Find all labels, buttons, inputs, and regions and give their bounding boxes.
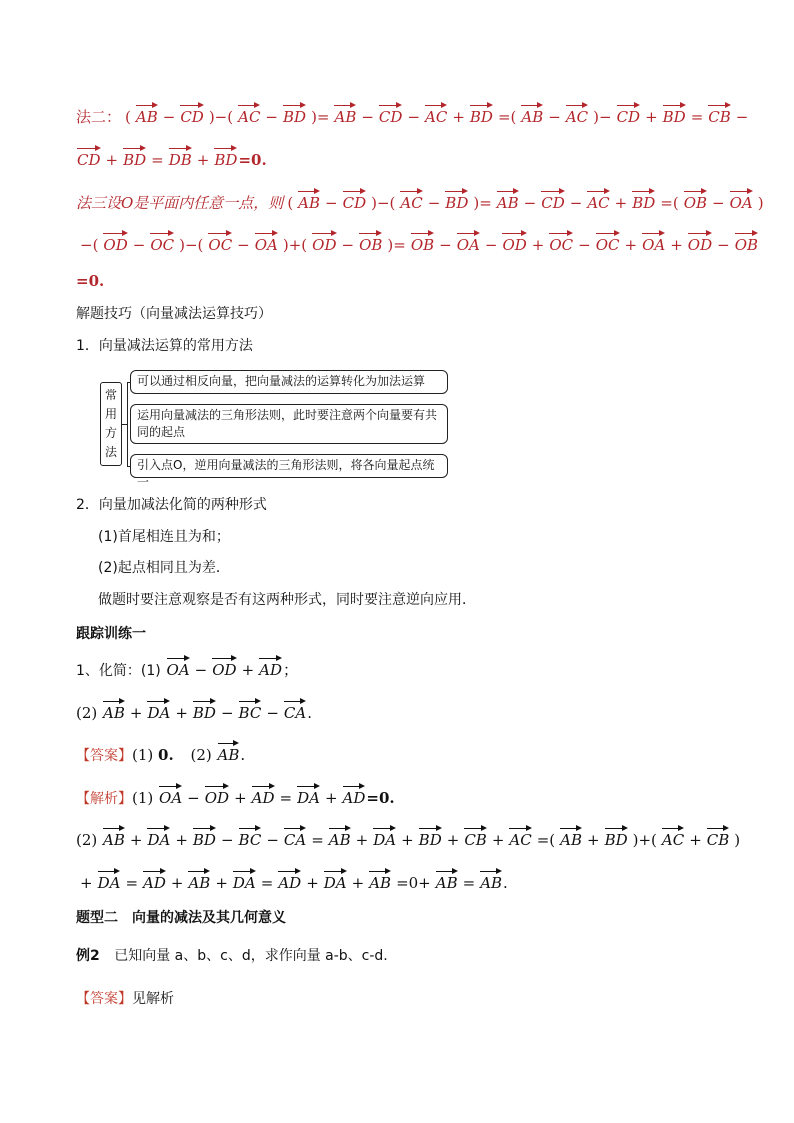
operator: + [351,874,365,892]
operator: − [569,194,583,212]
operator: − [265,108,278,126]
operator: )= [387,236,406,254]
method3-line3: =0. [76,272,105,290]
operator: = [462,874,476,892]
method2-expr1 [121,108,752,126]
analysis-line-1: 【解析】(1) OA − OD + AD = DA + AD=0. [76,785,734,809]
vector-term: CA [284,700,306,723]
vector-term: BC [239,700,262,723]
operator: + [80,874,93,892]
operator: − [407,108,421,126]
operator: − [266,831,279,849]
vector-term: CD [343,190,367,213]
vector-term: BD [632,190,655,213]
vector-term: DA [324,870,347,893]
vector-term: AD [343,785,366,808]
operator: + [491,831,505,849]
operator: − [162,108,176,126]
vector-term: BD [663,104,686,127]
operator: − [578,236,591,254]
operator: ) [734,831,741,849]
vector-term: OB [359,232,382,255]
vector-term: BD [419,827,442,850]
vector-term: AB [136,104,158,127]
vector-term: BD [193,827,216,850]
operator: =0+ [396,874,431,892]
operator: + [306,874,319,892]
method3-expr1 [283,194,767,212]
operator: + [129,831,143,849]
method2-line2 [76,147,734,170]
operator: + [401,831,414,849]
operator: − [187,789,200,807]
vector-term: DA [147,700,170,723]
vector-term: OC [150,232,174,255]
tips-title: 解题技巧（向量减法运算技巧） [76,306,272,322]
vector-term: DA [147,827,170,850]
vector-term: BC [239,827,262,850]
operator: + [624,236,638,254]
vector-term: AD [278,870,301,893]
vector-term: BD [283,104,306,127]
vector-term: OD [103,232,127,255]
method2-line1 [76,104,749,127]
vector-term: CD [617,104,641,127]
operator: =( [536,831,556,849]
diagram-box-3: 引入点O，逆用向量减法的三角形法则，将各向量起点统一 [130,454,448,478]
operator: − [220,831,234,849]
operator: − [427,194,441,212]
operator: + [446,831,460,849]
vector-term: CB [707,827,730,850]
method2-expr2 [76,151,238,169]
vector-term: AB [188,870,210,893]
vector-term: AD [143,870,166,893]
vector-term: BD [214,147,237,170]
vector-term: AB [497,190,519,213]
vector-term: AC [400,190,422,213]
operator: − [484,236,498,254]
vector-term: AB [480,870,502,893]
vector-term: BD [445,190,468,213]
vector-term: OA [159,785,182,808]
operator: )= [473,194,492,212]
vector-term: AB [521,104,543,127]
vector-term: OA [642,232,665,255]
vector-term: BD [605,827,628,850]
answer-label: 【答案】 [76,748,132,764]
vector-term: DB [169,147,192,170]
vector-term: CA [284,827,306,850]
operator: − [341,236,355,254]
vector-term: OD [212,657,236,680]
operator: − [132,236,146,254]
vector-term: OD [502,232,526,255]
vector-term: DA [98,870,121,893]
operator: )−( [208,108,234,126]
vector-term: CB [708,104,731,127]
operator: − [325,194,338,212]
operator: + [170,874,184,892]
vector-term: AC [662,827,684,850]
operator: − [439,236,452,254]
vector-term: BD [193,700,216,723]
diagram-left-label: 常 用 方 法 [100,382,122,466]
operator: + [105,151,119,169]
operator: + [241,661,255,679]
vector-term: AB [329,827,351,850]
method3-expr2 [76,236,759,254]
vector-term: AC [425,104,447,127]
analysis-line-2: (2) AB + DA + BD − BC − CA = AB + DA + BD + CB + AC =( AB + BD )+( AC + CB ) [76,827,734,850]
operator: − [735,108,749,126]
example-label: 例2 [76,948,100,964]
operator: + [355,831,369,849]
operator: + [215,874,228,892]
operator: − [220,704,234,722]
operator: − [361,108,374,126]
diagram-box-2: 运用向量减法的三角形法则，此时要注意两个向量要有共同的起点 [130,404,448,444]
vector-term: OC [549,232,573,255]
example-answer-line: 【答案】见解析 [76,991,174,1007]
question-1: 1、化简：(1) OA − OD + AD； [76,657,734,681]
operator: − [712,194,725,212]
vector-term: AC [509,827,531,850]
vector-term: DA [297,785,320,808]
vector-term: BD [470,104,493,127]
operator: −( [80,236,99,254]
analysis-line-3: + DA = AD + AB + DA = AD + DA + AB =0+ AB = AB. [76,870,734,893]
vector-term: AB [334,104,356,127]
operator: − [194,661,208,679]
operator: + [586,831,600,849]
vector-term: AC [587,190,609,213]
operator: ( [125,108,131,126]
operator: =( [497,108,517,126]
operator: = [311,831,324,849]
operator: )−( [179,236,204,254]
operator: + [452,108,465,126]
operator: )− [593,108,612,126]
diagram-bracket [127,382,128,466]
answer-line: 【答案】(1) 0. (2) AB. [76,742,734,766]
vector-term: OA [167,657,190,680]
operator: )+( [282,236,308,254]
operator: ( [287,194,294,212]
vector-term: AB [103,700,125,723]
operator: = [260,874,274,892]
vector-term: OD [688,232,712,255]
vector-term: AB [436,870,458,893]
operator: )−( [371,194,396,212]
answer-vector: AB [218,742,240,765]
vector-term: BD [123,147,146,170]
operator: = [690,108,704,126]
operator: + [129,704,143,722]
operator: = [125,874,139,892]
tip2-item-1: (1)首尾相连且为和； [98,529,230,545]
operator: + [670,236,683,254]
operator: + [614,194,628,212]
operator: + [645,108,658,126]
method3-line1 [76,190,764,213]
vector-term: OB [684,190,707,213]
vector-term: CB [464,827,487,850]
vector-term: AD [259,657,282,680]
vector-term: AC [238,104,260,127]
vector-term: OD [205,785,229,808]
vector-term: DA [233,870,256,893]
method2-result: =0. [238,151,267,169]
vector-term: AD [252,785,275,808]
method3-line2 [76,232,759,255]
operator: + [175,704,188,722]
tip2-item-2: (2)起点相同且为差． [98,560,230,576]
operator: = [151,151,164,169]
operator: + [531,236,545,254]
vector-term: OA [255,232,278,255]
operator: + [689,831,702,849]
vector-term: OD [312,232,336,255]
operator: − [237,236,250,254]
vector-term: CD [180,104,204,127]
operator: )= [311,108,330,126]
operator: − [523,194,537,212]
vector-term: OA [457,232,480,255]
vector-term: AB [103,827,125,850]
operator: + [324,789,338,807]
vector-term: DA [373,827,396,850]
vector-term: OB [411,232,434,255]
analysis-label: 【解析】 [76,791,132,807]
operator: + [175,831,188,849]
operator: + [234,789,247,807]
method3-label: 法三设O是平面内任意一点，则 [76,194,284,212]
operator: − [266,704,279,722]
tip2-title: 2．向量加减法化简的两种形式 [76,497,267,513]
section-title: 题型二 向量的减法及其几何意义 [76,910,286,926]
methods-diagram [100,368,450,489]
vector-term: OC [208,232,232,255]
vector-term: AB [369,870,391,893]
method2-label: 法二： [76,108,122,126]
example-line: 例2 已知向量 a、b、c、d，求作向量 a-b、c-d. [76,948,388,964]
operator: + [196,151,210,169]
vector-term: AC [566,104,588,127]
operator: − [548,108,561,126]
tip1-title: 1．向量减法运算的常用方法 [76,338,253,354]
tip2-item-3: 做题时要注意观察是否有这两种形式，同时要注意逆向应用． [98,592,476,608]
vector-term: CD [541,190,565,213]
vector-term: AB [560,827,582,850]
operator: =( [660,194,679,212]
vector-term: CD [77,147,101,170]
vector-term: OB [735,232,758,255]
vector-term: AB [298,190,320,213]
operator: = [279,789,293,807]
question-2: (2) AB + DA + BD − BC − CA. [76,700,734,723]
operator: − [717,236,730,254]
operator: ) [757,194,764,212]
vector-term: CD [379,104,403,127]
operator: )+( [632,831,657,849]
vector-term: OC [596,232,620,255]
vector-term: OA [730,190,753,213]
diagram-box-1: 可以通过相反向量，把向量减法的运算转化为加法运算 [130,370,448,394]
practice-title: 跟踪训练一 [76,626,146,642]
